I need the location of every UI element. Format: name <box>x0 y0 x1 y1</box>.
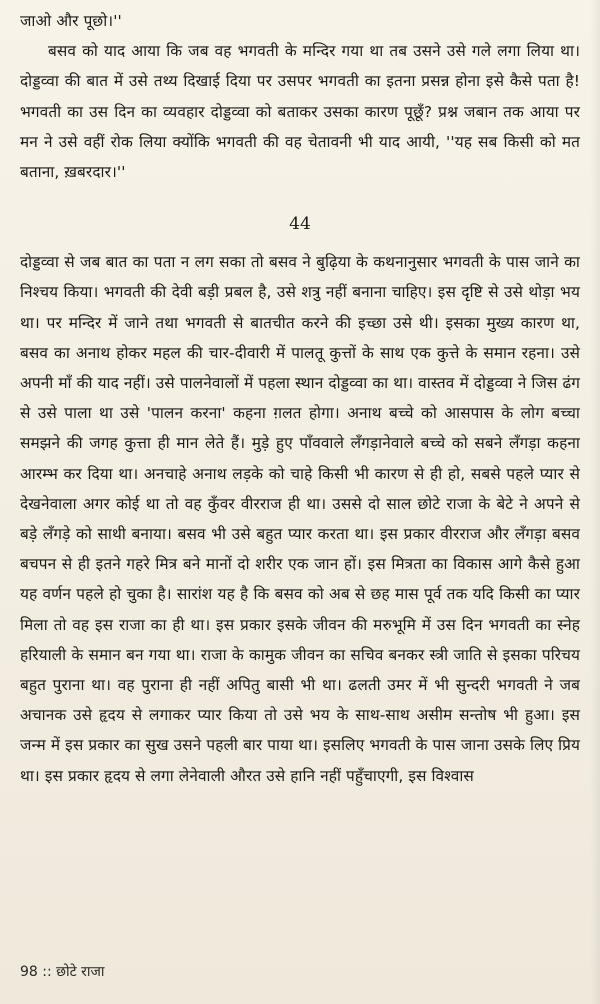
section-number: 44 <box>289 214 311 235</box>
paragraph-1: बसव को याद आया कि जब वह भगवती के मन्दिर गया था तब उसने उसे गले लगा लिया था। दोड्डव्वा की बात में उसे तथ्य दिखाई दिया पर उसपर भगवती का इतना प्रसन्न होना इसे कैसे पता है! भगवती का उस दिन का व्यवहार दोड्डव्वा को बताकर उसका कारण पूछूँ? प्रश्न जबान तक आया पर मन ने उसे वहीं रोक लिया क्योंकि भगवती की वह चेतावनी भी याद आयी, ''यह सब किसी को मत बताना, ख़बरदार।'' <box>20 42 580 182</box>
page-edge-shadow <box>590 0 600 1004</box>
page-footer: 98 :: छोटे राजा <box>20 964 105 980</box>
opening-line: जाओ और पूछो।'' <box>20 12 122 30</box>
paragraph-2: दोड्डव्वा से जब बात का पता न लग सका तो बसव ने बुढ़िया के कथनानुसार भगवती के पास जाने का निश्चय किया। भगवती की देवी बड़ी प्रबल है, उसे शत्रु नहीं बनाना चाहिए। इस दृष्टि से उसे थोड़ा भय था। पर मन्दिर में जाने तथा भगवती से बातचीत करने की इच्छा उसे थी। इसका मुख्य कारण था, बसव का अनाथ होकर महल की चार-दीवारी में पालतू कुत्तों के साथ एक कुत्ते के समान रहना। उसे अपनी माँ की याद नहीं। उसे पालनेवालों में पहला स्थान दोड्डव्वा का था। वास्तव में दोड्डव्वा ने जिस ढंग से उसे पाला था उसे 'पालन करना' कहना ग़लत होगा। अनाथ बच्चे को आसपास के लोग बच्चा समझने की जगह कुत्ता ही मान लेते हैं। मुड़े हुए पाँववाले लँगड़ानेवाले बच्चे को सबने लँगड़ा कहना आरम्भ कर दिया था। अनचाहे अनाथ लड़के को चाहे किसी भी कारण से ही हो, सबसे पहले प्यार से देखनेवाला अगर कोई था तो वह कुँवर वीरराज ही था। उससे दो साल छोटे राजा के बेटे ने अपने से बड़े लँगड़े को साथी बनाया। बसव भी उसे बहुत प्यार करता था। इस प्रकार वीरराज और लँगड़ा बसव बचपन से ही इतने गहरे मित्र बने मानों दो शरीर एक जान हों। इस मित्रता का विकास आगे कैसे हुआ यह वर्णन पहले हो चुका है। सारांश यह है कि बसव को अब से छह मास पूर्व तक यदि किसी का प्यार मिला तो वह इस राजा का ही था। इस प्रकार इसके जीवन की मरुभूमि में उस दिन भगवती का स्नेह हरियाली के समान बन गया था। राजा के कामुक जीवन का सचिव बनकर स्त्री जाति से इसका परिचय बहुत पुराना था। वह पुराना ही नहीं अपितु बासी भी था। ढलती उमर में भी सुन्दरी भगवती ने जब अचानक उसे हृदय से लगाकर प्यार किया तो उसे भय के साथ-साथ असीम सन्तोष भी हुआ। इस जन्म में इस प्रकार का सुख उसने पहली बार पाया था। इसलिए भगवती के पास जाना उसके लिए प्रिय था। इस प्रकार हृदय से लगा लेनेवाली औरत उसे हानि नहीं पहुँचाएगी, इस विश्वास <box>20 253 580 785</box>
